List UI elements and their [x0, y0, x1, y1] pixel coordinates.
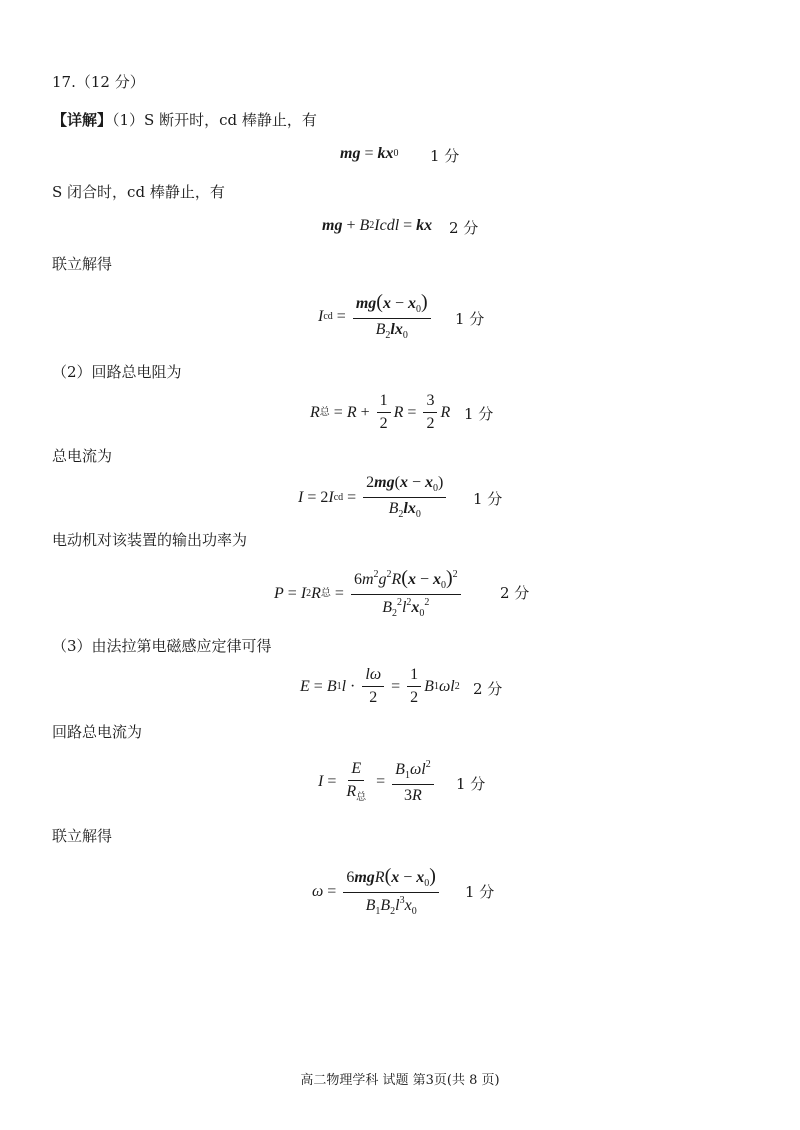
- score-7: 2 分: [473, 680, 503, 698]
- equation-7: E = B 1 l · $\frac{l\omega}{2}$ = $\frac{1}{2}$ B 1 ωl 2: [300, 666, 460, 706]
- part3-intro: （3）由法拉第电磁感应定律可得: [52, 637, 272, 655]
- equation-9: ω = $\frac{6mgR(x - x_0)}{B_1B_2l^3x_0}$: [312, 866, 442, 917]
- score-1: 1 分: [430, 147, 460, 165]
- combine-text-1: 联立解得: [52, 255, 113, 273]
- total-current-text: 总电流为: [52, 447, 113, 465]
- score-4: 1 分: [464, 405, 494, 423]
- s-closed-text: S 闭合时，cd 棒静止，有: [52, 183, 225, 201]
- score-6: 2 分: [500, 584, 530, 602]
- score-3: 1 分: [455, 310, 485, 328]
- equation-6: P = I 2 R 总 = $\frac{6m^2g^2R(x - x_0)^2}{B_2^2l^2x_0^2}$: [274, 568, 464, 619]
- problem-heading: [52, 72, 145, 92]
- score-2: 2 分: [449, 219, 479, 237]
- equation-8: I = $\frac{E}{R_总}$ = $\frac{B_1\omega l^2}{3R}$: [318, 760, 437, 804]
- problem-points: （12 分）: [75, 73, 145, 91]
- score-8: 1 分: [456, 775, 486, 793]
- page-footer: 高二物理学科 试题 第3页(共 8 页): [300, 1073, 500, 1088]
- problem-number: 17.: [52, 73, 76, 91]
- equation-4: R 总 = R + $\frac{1}{2}$ R = $\frac{3}{2}$ R: [310, 392, 451, 432]
- equation-5: I = 2 I cd = $\frac{2mg(x - x_0)}{B_2lx_0}$: [298, 475, 449, 520]
- equation-2: mg + B 2 Icdl = kx: [322, 217, 433, 234]
- motor-power-text: 电动机对该装置的输出功率为: [52, 531, 248, 549]
- detail-label: 【详解】: [52, 111, 113, 129]
- score-9: 1 分: [465, 883, 495, 901]
- equation-1: mg = kx 0: [340, 145, 399, 162]
- part1-intro: 【详解】（1）S 断开时，cd 棒静止，有: [52, 111, 317, 129]
- loop-current-text: 回路总电流为: [52, 723, 143, 741]
- equation-3: I cd = $\frac{mg(x - x_0)}{B_2lx_0}$: [318, 292, 434, 341]
- combine-text-2: 联立解得: [52, 827, 113, 845]
- score-5: 1 分: [473, 490, 503, 508]
- part2-intro: （2）回路总电阻为: [52, 363, 182, 381]
